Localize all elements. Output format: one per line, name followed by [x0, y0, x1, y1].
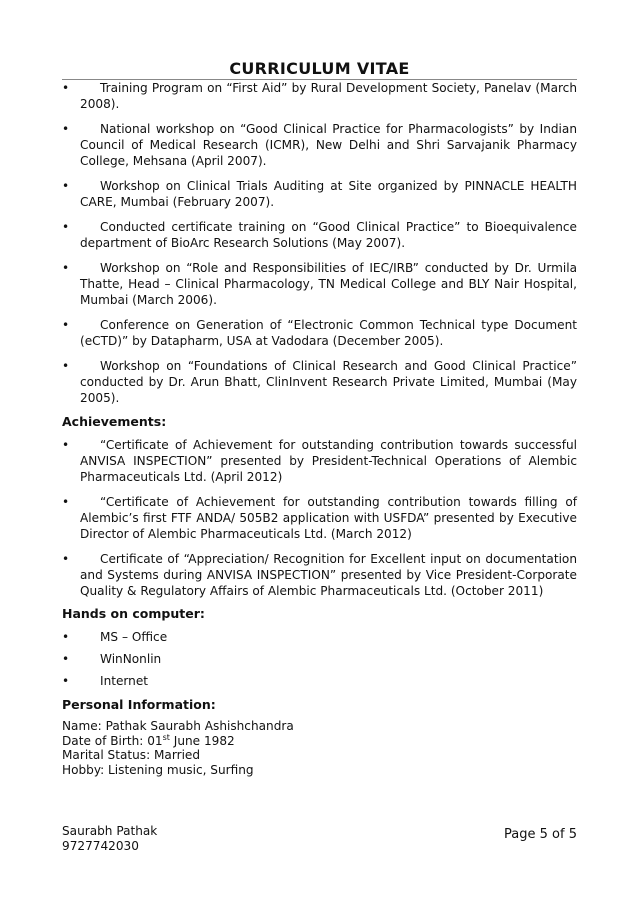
- computer-item-text: WinNonlin: [100, 652, 162, 666]
- bullet-icon: •: [62, 438, 70, 452]
- personal-info: [62, 719, 577, 777]
- training-item-text: National workshop on “Good Clinical Practice for Pharmacologists” by Indian Council of Medical Research (ICMR), New Delhi and Shri Sarvajanik Pharmacy College, Mehsana (April 2007).: [80, 122, 577, 168]
- computer-heading: Hands on computer:: [62, 606, 205, 621]
- bullet-icon: •: [62, 652, 70, 666]
- training-item-text: Training Program on “First Aid” by Rural Development Society, Panelav (March 2008).: [80, 81, 577, 111]
- bullet-icon: •: [62, 318, 70, 332]
- training-item-text: Workshop on “Foundations of Clinical Research and Good Clinical Practice” conducted by Dr. Arun Bhatt, ClinInvent Research Private Limited, Mumbai (May 2005).: [80, 359, 577, 405]
- marital-line: Marital Status: Married: [62, 748, 201, 762]
- bullet-icon: •: [62, 261, 70, 275]
- signature-block: [62, 824, 577, 854]
- list-item: [62, 437, 577, 485]
- page-number: Page 5 of 5: [504, 827, 577, 842]
- list-item: [62, 629, 577, 645]
- list-item: [62, 317, 577, 349]
- name-line: Name: Pathak Saurabh Ashishchandra: [62, 719, 294, 733]
- computer-list: [62, 629, 577, 689]
- list-item: [62, 80, 577, 112]
- training-list: [62, 80, 577, 406]
- signature-name: Saurabh Pathak: [62, 824, 158, 838]
- list-item: [62, 121, 577, 169]
- dob-line: [62, 734, 577, 749]
- bullet-icon: •: [62, 179, 70, 193]
- list-item: [62, 178, 577, 210]
- training-item-text: Conducted certificate training on “Good Clinical Practice” to Bioequivalence department of BioArc Research Solutions (May 2007).: [80, 220, 577, 250]
- achievement-item-text: “Certificate of Achievement for outstanding contribution towards filling of Alembic’s first FTF ANDA/ 505B2 application with USFDA” presented by Executive Director of Alembic Pharmaceuticals Ltd. (March 2012): [80, 495, 577, 541]
- bullet-icon: •: [62, 220, 70, 234]
- bullet-icon: •: [62, 81, 70, 95]
- dob-prefix: Date of Birth: 01: [62, 733, 163, 748]
- personal-heading: Personal Information:: [62, 697, 216, 712]
- list-item: [62, 651, 577, 667]
- bullet-icon: •: [62, 552, 70, 566]
- bullet-icon: •: [62, 122, 70, 136]
- hobby-line: Hobby: Listening music, Surfing: [62, 762, 254, 777]
- page-title: CURRICULUM VITAE: [229, 59, 410, 78]
- achievement-item-text: “Certificate of Achievement for outstanding contribution towards successful ANVISA INSPECTION” presented by President-Technical Operations of Alembic Pharmaceuticals Ltd. (April 2012): [80, 438, 577, 484]
- training-item-text: Workshop on Clinical Trials Auditing at Site organized by PINNACLE HEALTH CARE, Mumbai (February 2007).: [80, 179, 577, 209]
- signature-phone: 9727742030: [62, 839, 139, 853]
- computer-item-text: MS – Office: [100, 630, 168, 644]
- training-item-text: Conference on Generation of “Electronic Common Technical type Document (eCTD)” by Datapharm, USA at Vadodara (December 2005).: [80, 318, 577, 348]
- training-item-text: Workshop on “Role and Responsibilities of IEC/IRB” conducted by Dr. Urmila Thatte, Head – Clinical Pharmacology, TN Medical College and BLY Nair Hospital, Mumbai (March 2006).: [80, 261, 577, 307]
- list-item: [62, 551, 577, 599]
- cv-content: [62, 80, 577, 854]
- dob-suffix-sup: st: [162, 732, 170, 742]
- achievement-item-text: Certificate of “Appreciation/ Recognition for Excellent input on documentation and Systems during ANVISA INSPECTION” presented by Vice President-Corporate Quality & Regulatory Affairs of Alembic Pharmaceuticals Ltd. (October 2011): [80, 552, 577, 598]
- dob-rest: June 1982: [169, 733, 235, 748]
- list-item: [62, 494, 577, 542]
- bullet-icon: •: [62, 630, 70, 644]
- bullet-icon: •: [62, 495, 70, 509]
- bullet-icon: •: [62, 359, 70, 373]
- list-item: [62, 358, 577, 406]
- list-item: [62, 673, 577, 689]
- list-item: [62, 219, 577, 251]
- computer-item-text: Internet: [100, 674, 149, 688]
- achievements-heading: Achievements:: [62, 414, 167, 429]
- list-item: [62, 260, 577, 308]
- bullet-icon: •: [62, 674, 70, 688]
- achievements-list: [62, 437, 577, 599]
